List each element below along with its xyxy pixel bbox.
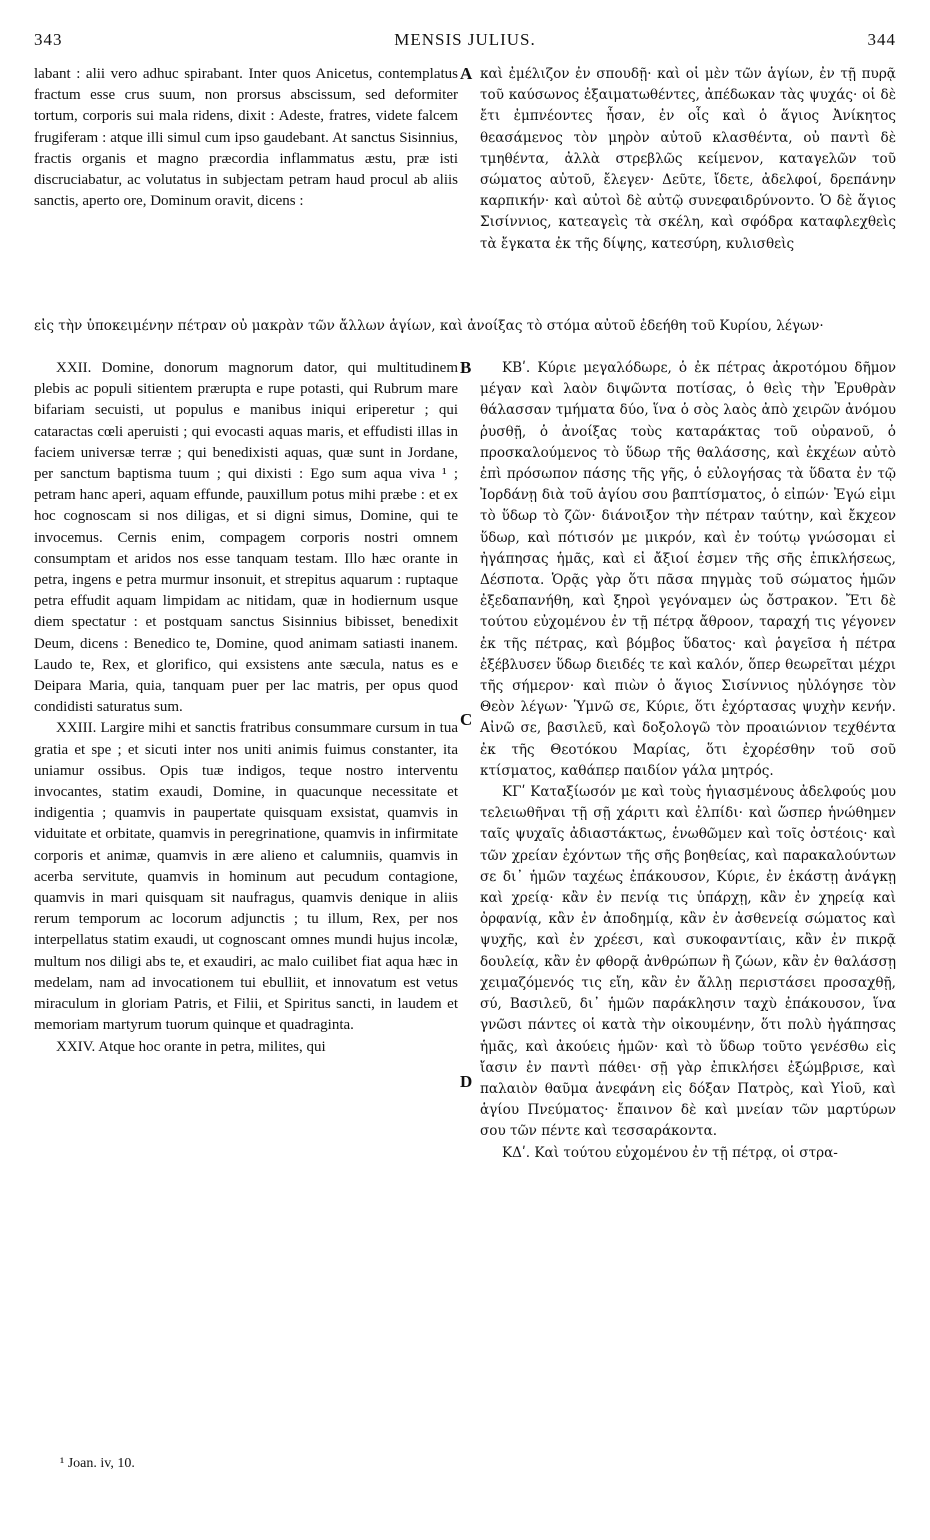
margin-marker-d: D [460, 1072, 473, 1091]
page-header [34, 30, 896, 56]
latin-paragraph-xxii: XXII. Domine, donorum magnorum dator, qui multitudinem plebis ac populi sitientem prærupta e rupe potasti, qui Rubrum mare bifariam secuisti, ut populus e manibus iniqui eriperetur ; qui cataractas cœli aperuisti ; qui evocasti aquas maris, et effudisti illas in faciem universæ terræ ; qui benedixisti aquas, quæ sunt in Jordane, per sanctum baptisma tuum ; qui dixisti : Ego sum aqua viva ¹ ; petram hanc aperi, aquam effunde, pauxillum potus mihi præbe : et ex hoc cognoscam si nos diligas, et si digni simus, Domine, qui te invocemus. Cernis enim, compagem corporis nostri omnem consumptam et aridos nos esse tanquam testam. Illo hæc orante in petra, ingens e petra murmur insonuit, et strepitus aquarum : ruptaque petra effudit aquam limpidam ac nitidam, quæ in hodiernum usque diem spectatur : et postquam sanctus Sisinnius bibisset, benedixit Deum, dicens : Benedico te, Domine, quod animam satiasti inanem. Laudo te, Rex, et glorifico, qui exsistens ante sæcula, natus es e Deipara Maria, quia, tanquam puer per lac matris, per opus quod condidisti saturatus sum. [34, 360, 458, 716]
latin-column-section-2 [34, 358, 458, 1058]
greek-column-section-2 [480, 358, 896, 1164]
latin-paragraph-xxiv: XXIV. Atque hoc orante in petra, milites, qui [56, 1038, 326, 1055]
greek-paragraph-kb: ΚΒʹ. Κύριε μεγαλόδωρε, ὁ ἐκ πέτρας ἀκροτόμου δῆμον μέγαν καὶ λαὸν διψῶντα ποτίσας, ὁ θεὶς τὴν Ἐρυθρὰν θάλασσαν τμήματα δύο, ἵνα ὁ σὸς λαὸς ἀπὸ χειρῶν ἀνόμου ῥυσθῇ, ὁ ἀνοίξας τοὺς καταράκτας τοῦ οὐρανοῦ, ὁ προσκαλούμενος τὸ ὕδωρ τῆς θαλάσσης, καὶ ἐκχέων αὐτὸ ἐπὶ πρόσωπον πάσης τῆς γῆς, ὁ εὐλογήσας τὰ ὕδατα ἐν τῷ Ἰορδάνῃ διὰ τοῦ ἁγίου σου βαπτίσματος, ὁ εἰπών· Ἐγώ εἰμι τὸ ὕδωρ τὸ ζῶν· διάνοιξον τὴν πέτραν ταύτην, καὶ ἔκχεον ὕδωρ, καὶ πότισόν με μικρόν, καὶ ἐν τούτῳ γνώσομαι εἰ ἠγάπησας ἡμᾶς, καὶ εἰ ἄξιοί ἐσμεν τῆς σῆς ἐπικλήσεως, Δέσποτα. Ὁρᾷς γὰρ ὅτι πᾶσα πηγμὰς τοῦ σώματος ἡμῶν ἐξεδαπανήθη, καὶ ξηροὶ γεγόναμεν ὡς ὄστρακον. Ἔτι δὲ τούτου εὐχομένου ἐν τῇ πέτρᾳ ἄθροον, ταραχή τις γέγονεν ἐκ τῆς πέτρας, καὶ βόμβος ὕδατος· καὶ ῥαγεῖσα ἡ πέτρα ἐξέβλυσεν ὕδωρ διειδές τε καὶ καλόν, ὅπερ θεωρεῖται μέχρι τῆς σήμερον· καὶ πιὼν ὁ ἅγιος Σισίννιος ηὐλόγησε τὸν Θεὸν λέγων· Ὑμνῶ σε, Κύριε, ὅτι ἐχόρτασας ψυχὴν κενήν. Αἰνῶ σε, βασιλεῦ, καὶ δοξολογῶ τὸν προαιώνιον τεχθέντα ἐκ τῆς Θεοτόκου Μαρίας, ὅτι ἐχορέσθην τοῦ σοῦ κτίσματος, καθάπερ παιδίον γάλα μητρός. [480, 360, 896, 779]
latin-paragraph-xxiii: XXIII. Largire mihi et sanctis fratribus consummare cursum in tua gratia et spe ; et sicuti inter nos uniti animis fuimus constanter, ita uniamur ossibus. Opis tuæ indigos, teque nostro interventu invocantes, statim exaudi, Domine, in quacunque necessitate et indigentia ; quamvis in paupertate quisquam exsistat, quamvis in viduitate et orbitate, quamvis in peregrinatione, quamvis in infirmitate corporis et animæ, quamvis in ære alieno et calumniis, quamvis in acerba servitute, quamvis in hominum aut pecudum contagione, quamvis in mari quisquam sit naufragus, quamvis denique in aliis rerum temporum ac locorum adjunctis ; tu illum, Rex, per nos interpellatus statim exaudi, ut cognoscant omnes mundi hujus incolæ, multum nos diligi abs te, et exaudiri, ac malo cuilibet fiat aqua hæc in medelam, nam ad invocationem tui ebulliit, et innovatum est vetus miraculum in gloriam Patris, et Filii, et Spiritus sancti, in laudem et memoriam martyrum tuorum quinque et quadraginta. [34, 720, 458, 1034]
margin-marker-b: B [460, 358, 472, 377]
greek-full-width-line: εἰς τὴν ὑποκειμένην πέτραν οὐ μακρὰν τῶν ἄλλων ἁγίων, καὶ ἀνοίξας τὸ στόμα αὐτοῦ ἐδεήθη τοῦ Κυρίου, λέγων· [34, 318, 824, 334]
page-number-left: 343 [34, 30, 63, 49]
footnote: ¹ Joan. iv, 10. [60, 1456, 135, 1471]
greek-paragraph-kg: ΚΓʹ Καταξίωσόν με καὶ τοὺς ἡγιασμένους ἀδελφούς μου τελειωθῆναι τῇ σῇ χάριτι καὶ ἐλπίδι· καὶ ὥσπερ ἡνώθημεν ταῖς ψυχαῖς ἀδιαστάκτως, ἑνωθῶμεν καὶ τοῖς ὀστέοις· καὶ τῶν χρείαν ἐχόντων τῆς σῆς βοηθείας, καὶ παρακαλούντων σε δι᾽ ἡμῶν ταχέως ἐπάκουσον, Κύριε, ἐν ἑκάστῃ ἀνάγκῃ καὶ χρείᾳ· κἂν ἐν πενίᾳ τις ὑπάρχῃ, κἂν ἐν χηρείᾳ καὶ ὀρφανίᾳ, κἂν ἐν ἀποδημίᾳ, κἂν ἐν ἀσθενείᾳ σώματος καὶ ψυχῆς, καὶ ἐν χρέεσι, καὶ συκοφαντίαις, κἂν ἐν πικρᾷ δουλείᾳ, κἂν ἐν φθορᾷ ἀνθρώπων ἢ ζώων, κἂν ἐν θαλάσσῃ χειμαζόμενός τις εἴη, κἂν ἐν ἄλλῃ περιστάσει προσαχθῇ, σύ, Βασιλεῦ, δι᾽ ἡμῶν παράκλησιν ταχὺ ἐπάκουσον, ἵνα γνῶσι πάντες οἱ κατὰ τὴν οἰκουμένην, ὅτι πολὺ ἠγάπησας ἡμᾶς, καὶ ἀκούεις ἡμῶν· καὶ τὸ ὕδωρ τοῦτο γενέσθω εἰς ἴασιν ἐν παντὶ πάθει· σῇ γὰρ ἐπικλήσει ἐξώμβρισε, καὶ παλαιὸν θαῦμα ἀνεφάνη εἰς δόξαν Πατρὸς, καὶ Υἱοῦ, καὶ ἁγίου Πνεύματος· ἔπαινον δὲ καὶ μνείαν τῶν μαρτύρων σου τῶν πέντε καὶ τεσσαράκοντα. [480, 784, 896, 1140]
margin-marker-c: C [460, 710, 473, 729]
margin-marker-a: A [460, 64, 473, 83]
running-title: MENSIS JULIUS. [394, 30, 536, 49]
greek-column-section-1 [480, 64, 896, 255]
latin-paragraph-1: labant : alii vero adhuc spirabant. Inter quos Anicetus, contemplatus fractum esse crus suum, non prorsus abscissum, sed deformiter tortum, corporis sui mala ridens, dixit : Adeste, fratres, videte falcem frugiferam : atque illi simul cum ipso gaudebant. At sanctus Sisinnius, fractis organis et magno præcordia inflammatus æstu, præ isti discruciabatur, ac volutatus in subjectam petram haud procul ab aliis sanctis, aperto ore, Dominum oravit, dicens : [34, 66, 458, 210]
greek-paragraph-1: καὶ ἐμέλιζον ἐν σπουδῇ· καὶ οἱ μὲν τῶν ἁγίων, ἐν τῇ πυρᾷ τοῦ καύσωνος ἐξαιματωθέντες, ἀπέδωκαν τὰς ψυχάς· οἱ δὲ ἔτι ἐμπνέοντες ἦσαν, ἐν οἷς καὶ ὁ ἅγιος Ἀνίκητος θεασάμενος τὸν μηρὸν αὐτοῦ κλασθέντα, οὐ παντὶ δὲ τμηθέντα, ἀλλὰ στρεβλῶς κείμενον, καταγελῶν τοῦ σώματος αὐτοῦ, ἔλεγεν· Δεῦτε, ἴδετε, ἀδελφοί, δρεπάνην καρπικήν· καὶ αὐτοὶ δὲ αὐτῷ συνεφαιδρύνοντο. Ὁ δὲ ἅγιος Σισίννιος, κατεαγεὶς τὰ σκέλη, καὶ σφόδρα καταφλεχθεὶς τὰ ἔγκατα ἐκ τῆς δίψης, κατεσύρη, κυλισθεὶς [480, 66, 896, 252]
greek-paragraph-kd: ΚΔʹ. Καὶ τούτου εὐχομένου ἐν τῇ πέτρᾳ, οἱ στρα- [502, 1144, 838, 1161]
latin-column-section-1 [34, 64, 458, 212]
page-number-right: 344 [867, 30, 896, 49]
